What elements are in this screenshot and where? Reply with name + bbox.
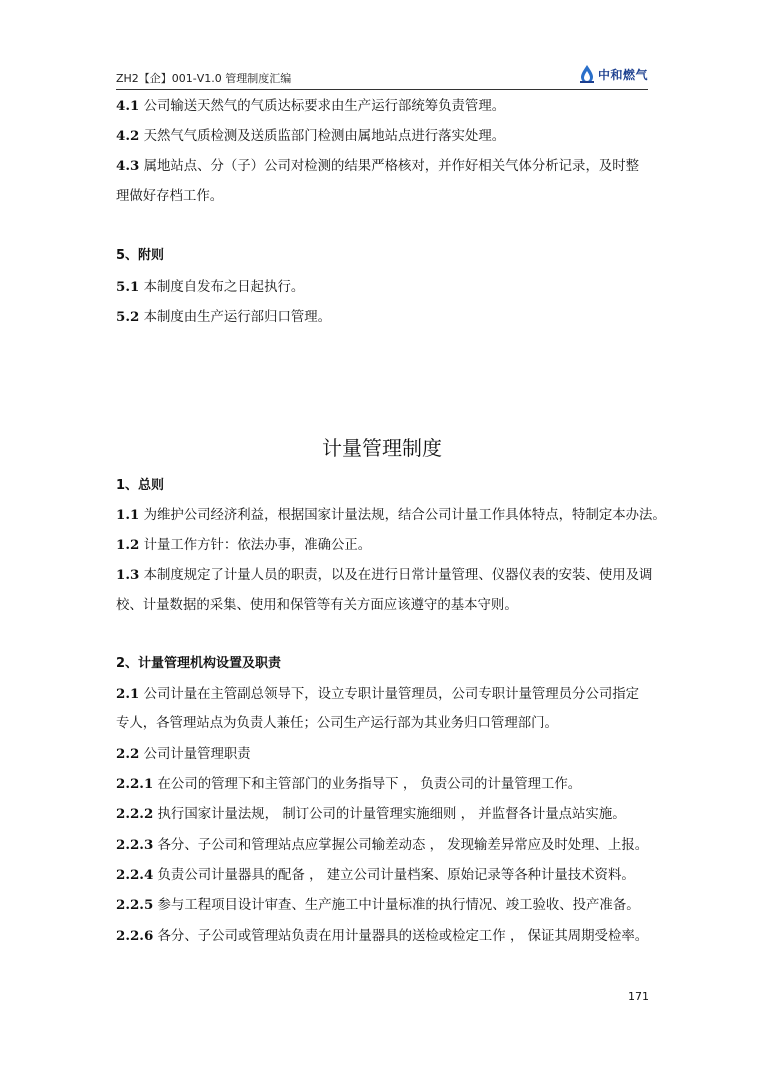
clause-text: 理做好存档工作。: [116, 189, 224, 204]
paragraph-5-2: [116, 308, 648, 327]
clause-text: 专人，各管理站点为负责人兼任；公司生产运行部为其业务归口管理部门。: [116, 716, 558, 731]
clause-text: 本制度规定了计量人员的职责，以及在进行日常计量管理、仪器仪表的安装、使用及调: [143, 568, 653, 583]
clause-number: 1.2: [116, 537, 140, 553]
clause-number: 4.2: [116, 128, 140, 144]
header-rule: [116, 89, 648, 90]
clause-text: 校、计量数据的采集、使用和保管等有关方面应该遵守的基本守则。: [116, 598, 518, 613]
clause-number: 5.1: [116, 279, 140, 295]
section-5-heading: 5、附则: [116, 248, 165, 263]
paragraph-2-2-1: [116, 775, 648, 794]
paragraph-2-2-2: [116, 805, 648, 824]
clause-number: 1.3: [116, 567, 140, 583]
flame-drop-icon: [579, 64, 595, 84]
paragraph-4-3: [116, 157, 648, 176]
header-doc-code: ZH2【企】001-V1.0 管理制度汇编: [116, 72, 292, 85]
clause-number: 5.2: [116, 309, 140, 325]
clause-text: 执行国家计量法规， 制订公司的计量管理实施细则 ， 并监督各计量点站实施。: [157, 807, 626, 822]
clause-number: 2.2.5: [116, 897, 154, 913]
clause-number: 4.1: [116, 98, 140, 114]
paragraph-1-3-cont: [116, 597, 648, 615]
company-logo: [579, 64, 648, 84]
clause-number: 2.2.6: [116, 928, 154, 944]
paragraph-2-2-3: [116, 836, 648, 855]
clause-text: 参与工程项目设计审查、生产施工中计量标准的执行情况、竣工验收、投产准备。: [157, 898, 640, 913]
paragraph-2-2-6: [116, 927, 648, 946]
paragraph-2-2-4: [116, 866, 648, 885]
clause-number: 2.2.4: [116, 867, 154, 883]
paragraph-2-2: [116, 745, 648, 764]
clause-text: 在公司的管理下和主管部门的业务指导下 ， 负责公司的计量管理工作。: [157, 777, 582, 792]
clause-number: 2.2.2: [116, 806, 154, 822]
paragraph-2-1: [116, 685, 648, 704]
clause-text: 公司输送天然气的气质达标要求由生产运行部统筹负责管理。: [143, 99, 506, 114]
page-header: [116, 62, 648, 88]
paragraph-4-1: [116, 97, 648, 116]
clause-text: 本制度由生产运行部归口管理。: [143, 310, 332, 325]
clause-number: 2.2: [116, 746, 140, 762]
paragraph-1-2: [116, 536, 648, 555]
paragraph-4-2: [116, 127, 648, 146]
clause-number: 2.2.3: [116, 837, 154, 853]
section-2-heading: 2、计量管理机构设置及职责: [116, 656, 282, 671]
clause-number: 2.2.1: [116, 776, 154, 792]
clause-text: 属地站点、分（子）公司对检测的结果严格核对，并作好相关气体分析记录，及时整: [143, 159, 640, 174]
paragraph-2-2-5: [116, 896, 648, 915]
paragraph-4-3-cont: [116, 188, 648, 206]
clause-text: 为维护公司经济利益，根据国家计量法规，结合公司计量工作具体特点，特制定本办法。: [143, 508, 666, 523]
paragraph-5-1: [116, 278, 648, 297]
paragraph-1-3: [116, 566, 653, 585]
clause-text: 计量工作方针：依法办事，准确公正。: [143, 538, 372, 553]
clause-number: 2.1: [116, 686, 140, 702]
paragraph-2-1-cont: [116, 715, 648, 733]
clause-text: 本制度自发布之日起执行。: [143, 280, 305, 295]
paragraph-1-1: [116, 506, 666, 525]
clause-number: 4.3: [116, 158, 140, 174]
clause-text: 公司计量在主管副总领导下，设立专职计量管理员，公司专职计量管理员分公司指定: [143, 687, 640, 702]
clause-text: 天然气气质检测及送质监部门检测由属地站点进行落实处理。: [143, 129, 506, 144]
clause-text: 各分、子公司和管理站点应掌握公司输差动态 ， 发现输差异常应及时处理、上报。: [157, 838, 649, 853]
clause-text: 各分、子公司或管理站负责在用计量器具的送检或检定工作 ， 保证其周期受检率。: [157, 929, 649, 944]
clause-text: 负责公司计量器具的配备 ， 建立公司计量档案、原始记录等各种计量技术资料。: [157, 868, 635, 883]
logo-text: 中和燃气: [597, 67, 648, 82]
clause-text: 公司计量管理职责: [143, 747, 251, 762]
page-number: 171: [628, 990, 649, 1003]
document-title: 计量管理制度: [322, 436, 442, 460]
clause-number: 1.1: [116, 507, 140, 523]
section-1-heading: 1、总则: [116, 478, 165, 493]
